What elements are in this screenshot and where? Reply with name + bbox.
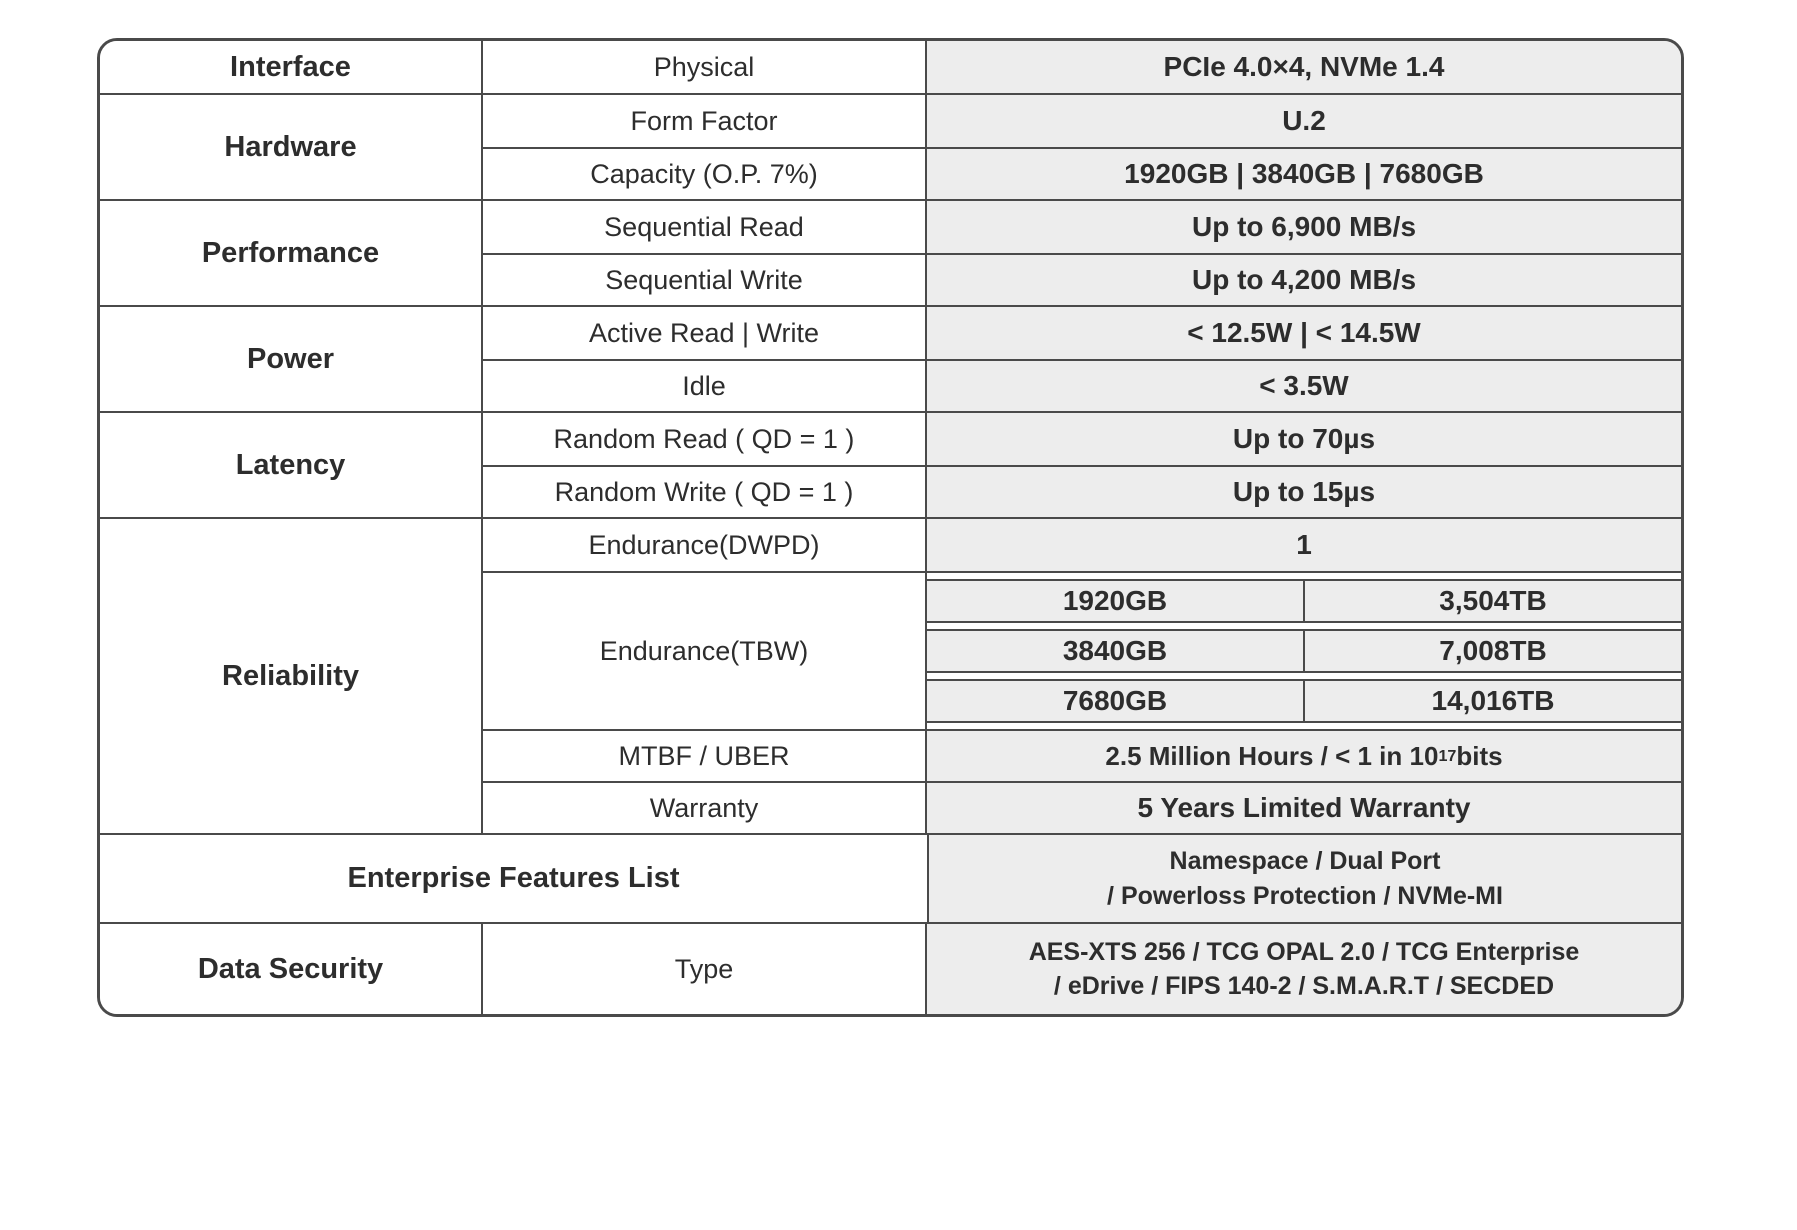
row-form-factor <box>483 95 1681 147</box>
spec-table <box>97 38 1684 1017</box>
enterprise-features-line1: Namespace / Dual Port <box>1169 847 1441 875</box>
band-power <box>100 305 1681 411</box>
band-reliability <box>100 517 1681 833</box>
band-interface-rows <box>483 41 1681 93</box>
row-endurance-dwpd <box>483 519 1681 571</box>
spec-value-enterprise-features <box>929 835 1681 922</box>
band-latency <box>100 411 1681 517</box>
spec-value-sequential-read: Up to 6,900 MB/s <box>927 201 1681 253</box>
spec-value-sequential-write: Up to 4,200 MB/s <box>927 255 1681 305</box>
tbw-capacity-7680: 7680GB <box>927 681 1303 721</box>
band-data-security-rows <box>483 924 1681 1014</box>
category-performance: Performance <box>100 201 483 305</box>
spec-label-active-power: Active Read | Write <box>483 307 927 359</box>
tbw-value-3840: 7,008TB <box>1303 631 1681 671</box>
band-latency-rows <box>483 413 1681 517</box>
spec-label-random-read-latency: Random Read ( QD = 1 ) <box>483 413 927 465</box>
band-performance-rows <box>483 201 1681 305</box>
band-hardware-rows <box>483 95 1681 199</box>
row-random-read-latency <box>483 413 1681 465</box>
spec-value-active-power: < 12.5W | < 14.5W <box>927 307 1681 359</box>
row-random-write-latency <box>483 465 1681 517</box>
row-active-power <box>483 307 1681 359</box>
row-idle-power <box>483 359 1681 411</box>
mtbf-value-suffix: bits <box>1456 740 1503 771</box>
spec-label-idle-power: Idle <box>483 361 927 411</box>
mtbf-value-prefix: 2.5 Million Hours / < 1 in 10 <box>1105 740 1439 771</box>
row-sequential-read <box>483 201 1681 253</box>
spec-label-warranty: Warranty <box>483 783 927 833</box>
category-data-security: Data Security <box>100 924 483 1014</box>
category-reliability: Reliability <box>100 519 483 833</box>
spec-label-sequential-read: Sequential Read <box>483 201 927 253</box>
tbw-value-7680: 14,016TB <box>1303 681 1681 721</box>
spec-label-sequential-write: Sequential Write <box>483 255 927 305</box>
spec-label-security-type: Type <box>483 924 927 1014</box>
tbw-capacity-1920: 1920GB <box>927 581 1303 621</box>
tbw-row-1920 <box>927 579 1681 623</box>
spec-label-endurance-tbw: Endurance(TBW) <box>483 573 927 729</box>
spec-label-form-factor: Form Factor <box>483 95 927 147</box>
row-sequential-write <box>483 253 1681 305</box>
spec-value-warranty: 5 Years Limited Warranty <box>927 783 1681 833</box>
spec-value-idle-power: < 3.5W <box>927 361 1681 411</box>
spec-value-physical: PCIe 4.0×4, NVMe 1.4 <box>927 41 1681 93</box>
tbw-row-7680 <box>927 679 1681 723</box>
spec-value-capacity: 1920GB | 3840GB | 7680GB <box>927 149 1681 199</box>
enterprise-features-line2: / Powerloss Protection / NVMe-MI <box>1107 881 1503 910</box>
category-latency: Latency <box>100 413 483 517</box>
spec-label-physical: Physical <box>483 41 927 93</box>
spec-value-random-write-latency: Up to 15µs <box>927 467 1681 517</box>
spec-label-random-write-latency: Random Write ( QD = 1 ) <box>483 467 927 517</box>
category-interface: Interface <box>100 41 483 93</box>
row-endurance-tbw <box>483 571 1681 729</box>
endurance-tbw-table <box>927 573 1681 729</box>
spec-label-endurance-dwpd: Endurance(DWPD) <box>483 519 927 571</box>
tbw-value-1920: 3,504TB <box>1303 581 1681 621</box>
band-performance <box>100 199 1681 305</box>
band-enterprise-features <box>100 833 1681 922</box>
security-type-line2: / eDrive / FIPS 140-2 / S.M.A.R.T / SECDED <box>1053 972 1555 1000</box>
category-power: Power <box>100 307 483 411</box>
band-interface <box>100 41 1681 93</box>
band-reliability-rows <box>483 519 1681 833</box>
tbw-row-3840 <box>927 629 1681 673</box>
category-enterprise-features: Enterprise Features List <box>100 835 929 922</box>
spec-label-capacity: Capacity (O.P. 7%) <box>483 149 927 199</box>
band-power-rows <box>483 307 1681 411</box>
spec-value-form-factor: U.2 <box>927 95 1681 147</box>
tbw-capacity-3840: 3840GB <box>927 631 1303 671</box>
spec-value-random-read-latency: Up to 70µs <box>927 413 1681 465</box>
band-hardware <box>100 93 1681 199</box>
spec-value-security-type <box>927 924 1681 1014</box>
band-data-security <box>100 922 1681 1014</box>
spec-value-mtbf-uber: 2.5 Million Hours / < 1 in 10 17 bits <box>927 731 1681 781</box>
row-mtbf-uber <box>483 729 1681 781</box>
row-physical <box>483 41 1681 93</box>
spec-value-endurance-dwpd: 1 <box>927 519 1681 571</box>
category-hardware: Hardware <box>100 95 483 199</box>
row-capacity <box>483 147 1681 199</box>
row-warranty <box>483 781 1681 833</box>
row-security-type <box>483 924 1681 1014</box>
security-type-line1: AES-XTS 256 / TCG OPAL 2.0 / TCG Enterprise <box>1028 937 1580 966</box>
spec-label-mtbf-uber: MTBF / UBER <box>483 731 927 781</box>
